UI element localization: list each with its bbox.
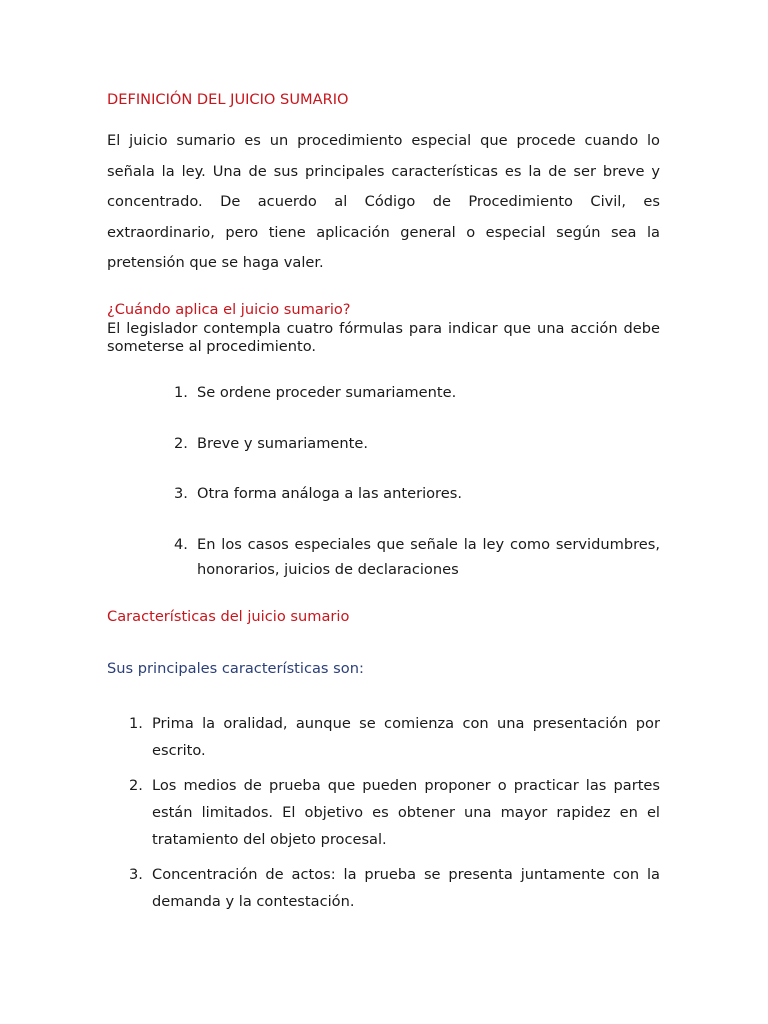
paragraph-definicion: El juicio sumario es un procedimiento especial que procede cuando lo señala la ley. Una de sus principales características es la de ser breve y concentrado. De acuerdo al Código de Procedimiento Civil, es extraordinario, pero tiene aplicación general o especial según sea la pretensión que se haga valer. <box>107 132 660 271</box>
list-item-text: Otra forma análoga a las anteriores. <box>197 485 462 502</box>
list-item <box>107 772 660 853</box>
heading-caracteristicas: Características del juicio sumario <box>107 608 350 625</box>
list-item-number: 2. <box>129 777 143 794</box>
list-item-number: 1. <box>129 715 143 732</box>
list-item-number: 3. <box>129 866 143 883</box>
list-item-number: 2. <box>174 434 188 452</box>
subheading-principales: Sus principales características son: <box>107 660 364 677</box>
list-item <box>107 481 660 507</box>
list-item-text: En los casos especiales que señale la ley como servidumbres, honorarios, juicios de declaraciones <box>197 535 660 578</box>
list-item <box>107 532 660 583</box>
heading-definicion: DEFINICIÓN DEL JUICIO SUMARIO <box>107 91 349 108</box>
list-item-text: Se ordene proceder sumariamente. <box>197 384 457 401</box>
list-item-text: Concentración de actos: la prueba se presenta juntamente con la demanda y la contestación. <box>152 866 660 910</box>
list-item-text: Prima la oralidad, aunque se comienza con una presentación por escrito. <box>152 715 660 759</box>
heading-cuando-aplica: ¿Cuándo aplica el juicio sumario? <box>107 301 351 318</box>
list-item <box>107 861 660 915</box>
list-item-text: Los medios de prueba que pueden proponer o practicar las partes están limitados. El objetivo es obtener una mayor rapidez en el tratamiento del objeto procesal. <box>152 777 660 848</box>
list-item <box>107 380 660 406</box>
list-item <box>107 431 660 457</box>
list-item-number: 1. <box>174 384 188 401</box>
paragraph-formulas: El legislador contempla cuatro fórmulas para indicar que una acción debe someterse al procedimiento. <box>107 320 660 355</box>
list-item-number: 3. <box>174 485 188 502</box>
formulas-list <box>107 380 660 608</box>
list-item <box>107 710 660 764</box>
list-item-text: Breve y sumariamente. <box>197 434 368 452</box>
caracteristicas-list <box>107 710 660 923</box>
list-item-number: 4. <box>174 535 188 553</box>
